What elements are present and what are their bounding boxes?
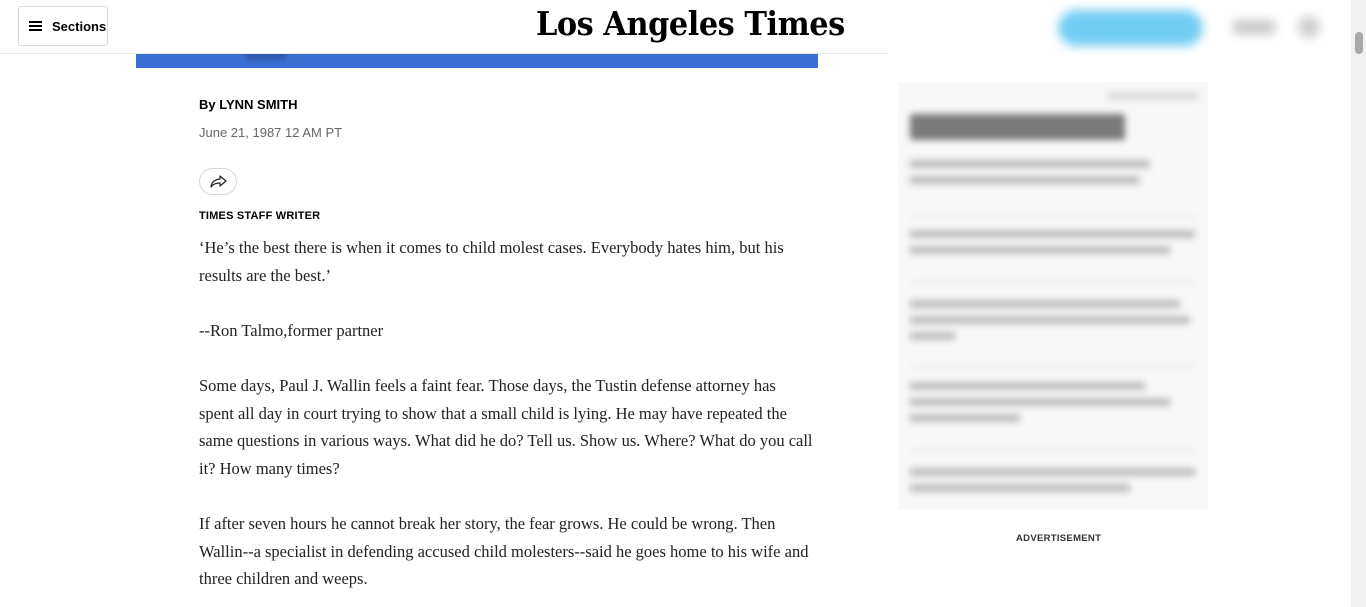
sidebar-blur-line[interactable] <box>910 230 1195 238</box>
search-icon-blurred[interactable] <box>1298 16 1320 38</box>
sections-label: Sections <box>52 18 107 34</box>
sidebar-blur-divider <box>910 216 1196 217</box>
sidebar-blur-line[interactable] <box>910 382 1145 390</box>
sidebar-blur-line[interactable] <box>910 332 955 340</box>
login-link-blurred[interactable] <box>1233 20 1275 34</box>
article-byline <box>199 97 297 112</box>
article-paragraph: If after seven hours he cannot break her story, the fear grows. He could be wrong. Then Wallin--a specialist in defending accused child molesters--said he goes home to his wife and three children and weeps. <box>199 513 809 589</box>
article-paragraph: Some days, Paul J. Wallin feels a faint fear. Those days, the Tustin defense attorney has spent all day in court trying to show that a small child is lying. He may have repeated the same questions in various ways. What did he do? Tell us. Show us. Where? What do you call it? How many times? <box>199 375 813 478</box>
hamburger-icon <box>29 21 42 31</box>
article-hero-band <box>136 54 818 68</box>
site-logo[interactable]: Los Angeles Times <box>536 4 845 43</box>
sidebar-blur-line[interactable] <box>910 398 1170 406</box>
sidebar-blur-line[interactable] <box>910 414 1020 422</box>
sidebar-blur-line[interactable] <box>910 300 1180 308</box>
page-scrollbar[interactable] <box>1351 0 1366 607</box>
sidebar-blur-divider <box>910 282 1196 283</box>
sidebar-blur-line[interactable] <box>910 484 1130 492</box>
share-button[interactable] <box>199 168 237 195</box>
sidebar-blur-divider <box>910 366 1196 367</box>
subscribe-button-blurred[interactable] <box>1058 10 1203 46</box>
sidebar-blur-line[interactable] <box>910 468 1195 476</box>
hero-headline-fragment <box>246 54 286 60</box>
header-account-area <box>888 0 1348 54</box>
sidebar-blur-line <box>1108 92 1198 100</box>
sidebar-blur-divider <box>910 450 1196 451</box>
byline-prefix: By <box>199 97 220 112</box>
site-header <box>0 0 888 54</box>
sections-button[interactable] <box>18 6 108 46</box>
staff-writer-label: TIMES STAFF WRITER <box>199 210 321 222</box>
sidebar-blur-heading <box>910 114 1125 140</box>
scrollbar-thumb[interactable] <box>1355 32 1363 54</box>
sidebar-blurred-list <box>898 82 1208 510</box>
article-date: June 21, 1987 12 AM PT <box>199 125 343 140</box>
article-paragraph: --Ron Talmo,former partner <box>199 320 384 340</box>
share-arrow-icon <box>210 175 227 188</box>
sidebar-blur-line[interactable] <box>910 246 1170 254</box>
sidebar-blur-line <box>910 176 1140 184</box>
advertisement-label: ADVERTISEMENT <box>1016 533 1102 544</box>
article-paragraph: ‘He’s the best there is when it comes to child molest cases. Everybody hates him, but his results are the best.’ <box>199 238 784 285</box>
sidebar-blur-line[interactable] <box>910 316 1190 324</box>
author-link[interactable]: LYNN SMITH <box>219 97 298 112</box>
article-body <box>199 234 814 607</box>
sidebar-blur-line <box>910 160 1150 168</box>
